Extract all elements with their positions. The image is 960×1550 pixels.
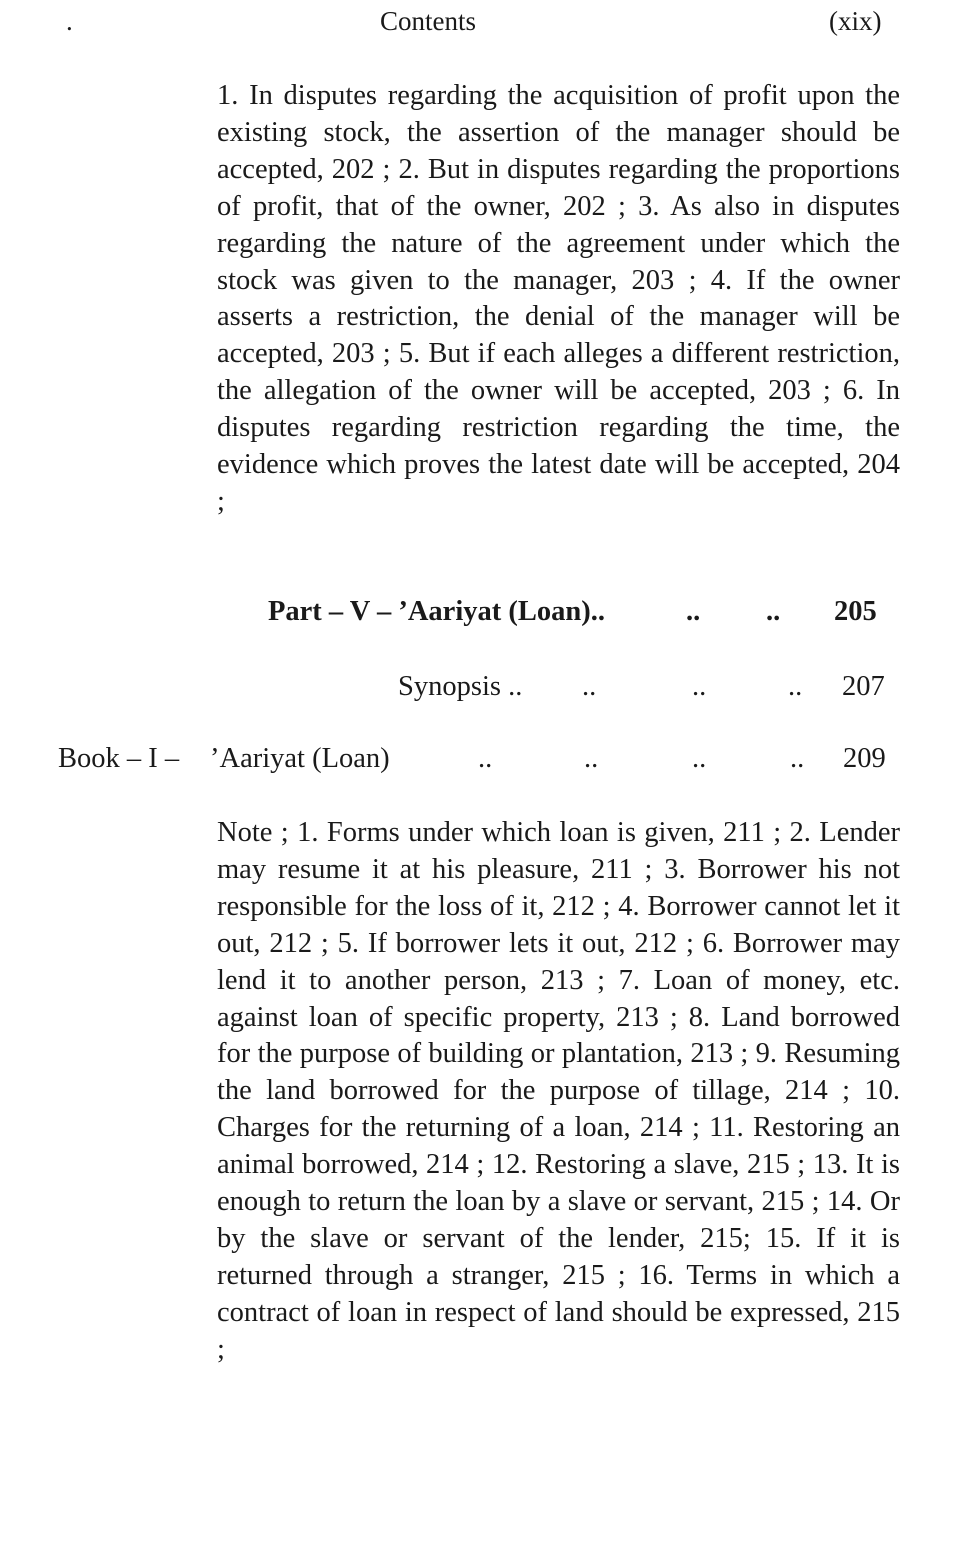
leader-dots: ..: [686, 596, 701, 627]
toc-entry-page: 209: [843, 743, 886, 774]
leader-dots: ..: [766, 596, 781, 627]
leader-dots: ..: [478, 743, 493, 774]
leader-dots: ..: [582, 671, 597, 702]
toc-entry-book-i: [58, 741, 918, 781]
leader-dots: ..: [790, 743, 805, 774]
leader-dots: ..: [584, 743, 599, 774]
leader-dots: ..: [692, 671, 707, 702]
running-header-title: Contents: [380, 6, 477, 36]
toc-entry-synopsis: [398, 669, 918, 709]
leader-dots: ..: [692, 743, 707, 774]
leader-dots: ..: [788, 671, 803, 702]
page-number: (xix): [829, 6, 882, 36]
toc-entry-label: Book – I –: [58, 743, 180, 774]
toc-entry-label: Synopsis ..: [398, 671, 523, 702]
toc-entry-label: Part – V – ’Aariyat (Loan)..: [268, 596, 605, 627]
header-dot: .: [66, 6, 73, 36]
toc-entry-title: ’Aariyat (Loan): [210, 743, 390, 774]
toc-entry-page: 205: [834, 596, 877, 627]
contents-paragraph-2: Note ; 1. Forms under which loan is given, 211 ; 2. Lender may resume it at his pleasure, 211 ; 3. Borrower his not responsible for the loss of it, 212 ; 4. Borrower cannot let it out, 212 ; 5. If borrower lets it out, 212 ; 6. Borrower may lend it to another person, 213 ; 7. Loan of money, etc. against loan of specific property, 213 ; 8. Land borrowed for the purpose of building or plantation, 213 ; 9. Resuming the land borrowed for the purpose of tillage, 214 ; 10. Charges for the returning of a loan, 214 ; 11. Restoring an animal borrowed, 214 ; 12. Restoring a slave, 215 ; 13. It is enough to return the loan by a slave or servant, 215 ; 14. Or by the slave or servant of the lender, 215; 15. If it is returned through a stranger, 215 ; 16. Terms in which a contract of loan in respect of land should be expressed, 215 ;: [217, 817, 900, 1365]
toc-entry-part-v: [268, 594, 908, 634]
contents-paragraph-1: 1. In disputes regarding the acquisition of profit upon the existing stock, the assertion of the manager should be accepted, 202 ; 2. But in disputes regarding the proportions of profit, that of the owner, 202 ; 3. As also in disputes regarding the nature of the agreement under which the stock was given to the manager, 203 ; 4. If the owner asserts a restriction, the denial of the manager will be accepted, 203 ; 5. But if each alleges a different restriction, the allegation of the owner will be accepted, 203 ; 6. In disputes regarding restriction regarding the time, the evidence which proves the latest date will be accepted, 204 ;: [217, 80, 900, 517]
toc-entry-page: 207: [842, 671, 885, 702]
